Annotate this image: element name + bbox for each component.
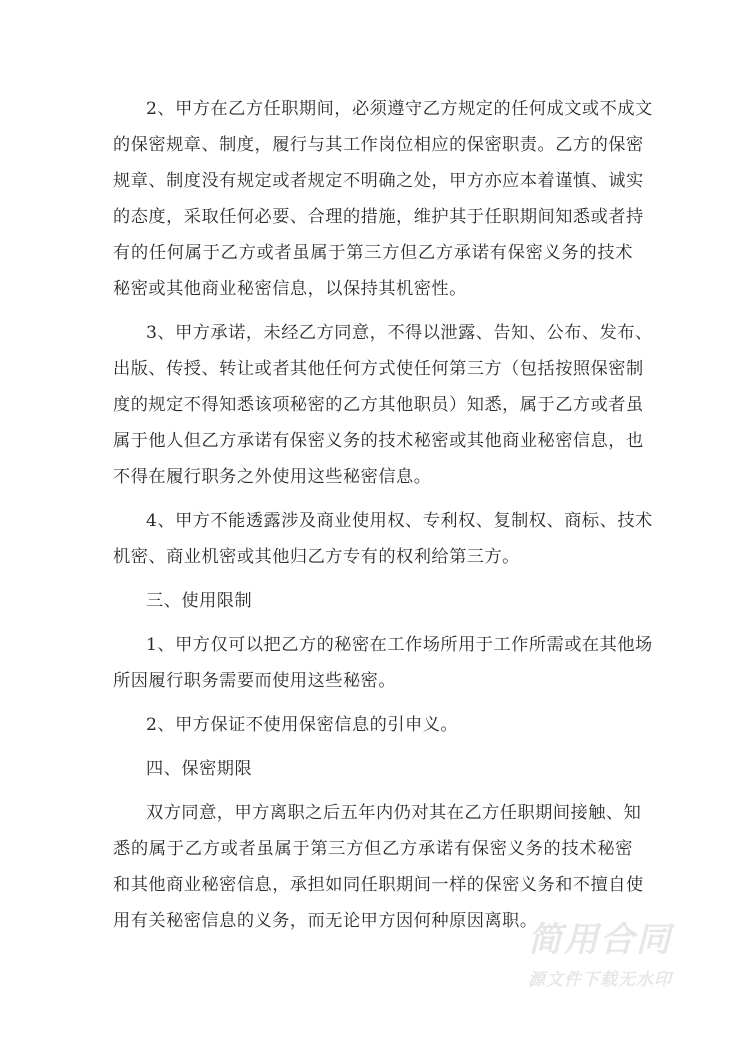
text-line: 出版、传授、转让或者其他任何方式使任何第三方（包括按照保密制 bbox=[113, 359, 644, 379]
text-line: 三、使用限制 bbox=[146, 591, 253, 611]
text-line: 的态度，采取任何必要、合理的措施，维护其于任职期间知悉或者持 bbox=[113, 207, 644, 227]
text-line: 秘密或其他商业秘密信息，以保持其机密性。 bbox=[113, 279, 467, 299]
text-line: 属于他人但乙方承诺有保密义务的技术秘密或其他商业秘密信息，也 bbox=[113, 431, 644, 451]
text-line: 4、甲方不能透露涉及商业使用权、专利权、复制权、商标、技术 bbox=[146, 511, 653, 531]
text-line: 双方同意，甲方离职之后五年内仍对其在乙方任职期间接触、知 bbox=[146, 803, 642, 823]
text-line: 悉的属于乙方或者虽属于第三方但乙方承诺有保密义务的技术秘密 bbox=[113, 839, 633, 859]
text-line: 和其他商业秘密信息，承担如同任职期间一样的保密义务和不擅自使 bbox=[113, 875, 644, 895]
text-line: 2、甲方保证不使用保密信息的引申义。 bbox=[146, 715, 459, 735]
text-line: 规章、制度没有规定或者规定不明确之处，甲方亦应本着谨慎、诚实 bbox=[113, 171, 644, 191]
text-line: 用有关秘密信息的义务，而无论甲方因何种原因离职。 bbox=[113, 911, 538, 931]
text-line: 机密、商业机密或其他归乙方专有的权利给第三方。 bbox=[113, 547, 520, 567]
text-line: 有的任何属于乙方或者虽属于第三方但乙方承诺有保密义务的技术 bbox=[113, 243, 633, 263]
text-line: 2、甲方在乙方任职期间，必须遵守乙方规定的任何成文或不成文 bbox=[146, 99, 653, 119]
text-line: 度的规定不得知悉该项秘密的乙方其他职员）知悉，属于乙方或者虽 bbox=[113, 395, 644, 415]
watermark-title: 简用合同 bbox=[528, 920, 672, 960]
watermark bbox=[510, 920, 690, 992]
text-line: 3、甲方承诺，未经乙方同意，不得以泄露、告知、公布、发布、 bbox=[146, 323, 653, 343]
text-line: 四、保密期限 bbox=[146, 759, 253, 779]
text-line: 不得在履行职务之外使用这些秘密信息。 bbox=[113, 467, 432, 487]
text-line: 1、甲方仅可以把乙方的秘密在工作场所用于工作所需或在其他场 bbox=[146, 635, 653, 655]
watermark-subtitle: 源文件下载无水印 bbox=[528, 970, 672, 990]
text-line: 所因履行职务需要而使用这些秘密。 bbox=[113, 671, 397, 691]
text-line: 的保密规章、制度，履行与其工作岗位相应的保密职责。乙方的保密 bbox=[113, 135, 644, 155]
